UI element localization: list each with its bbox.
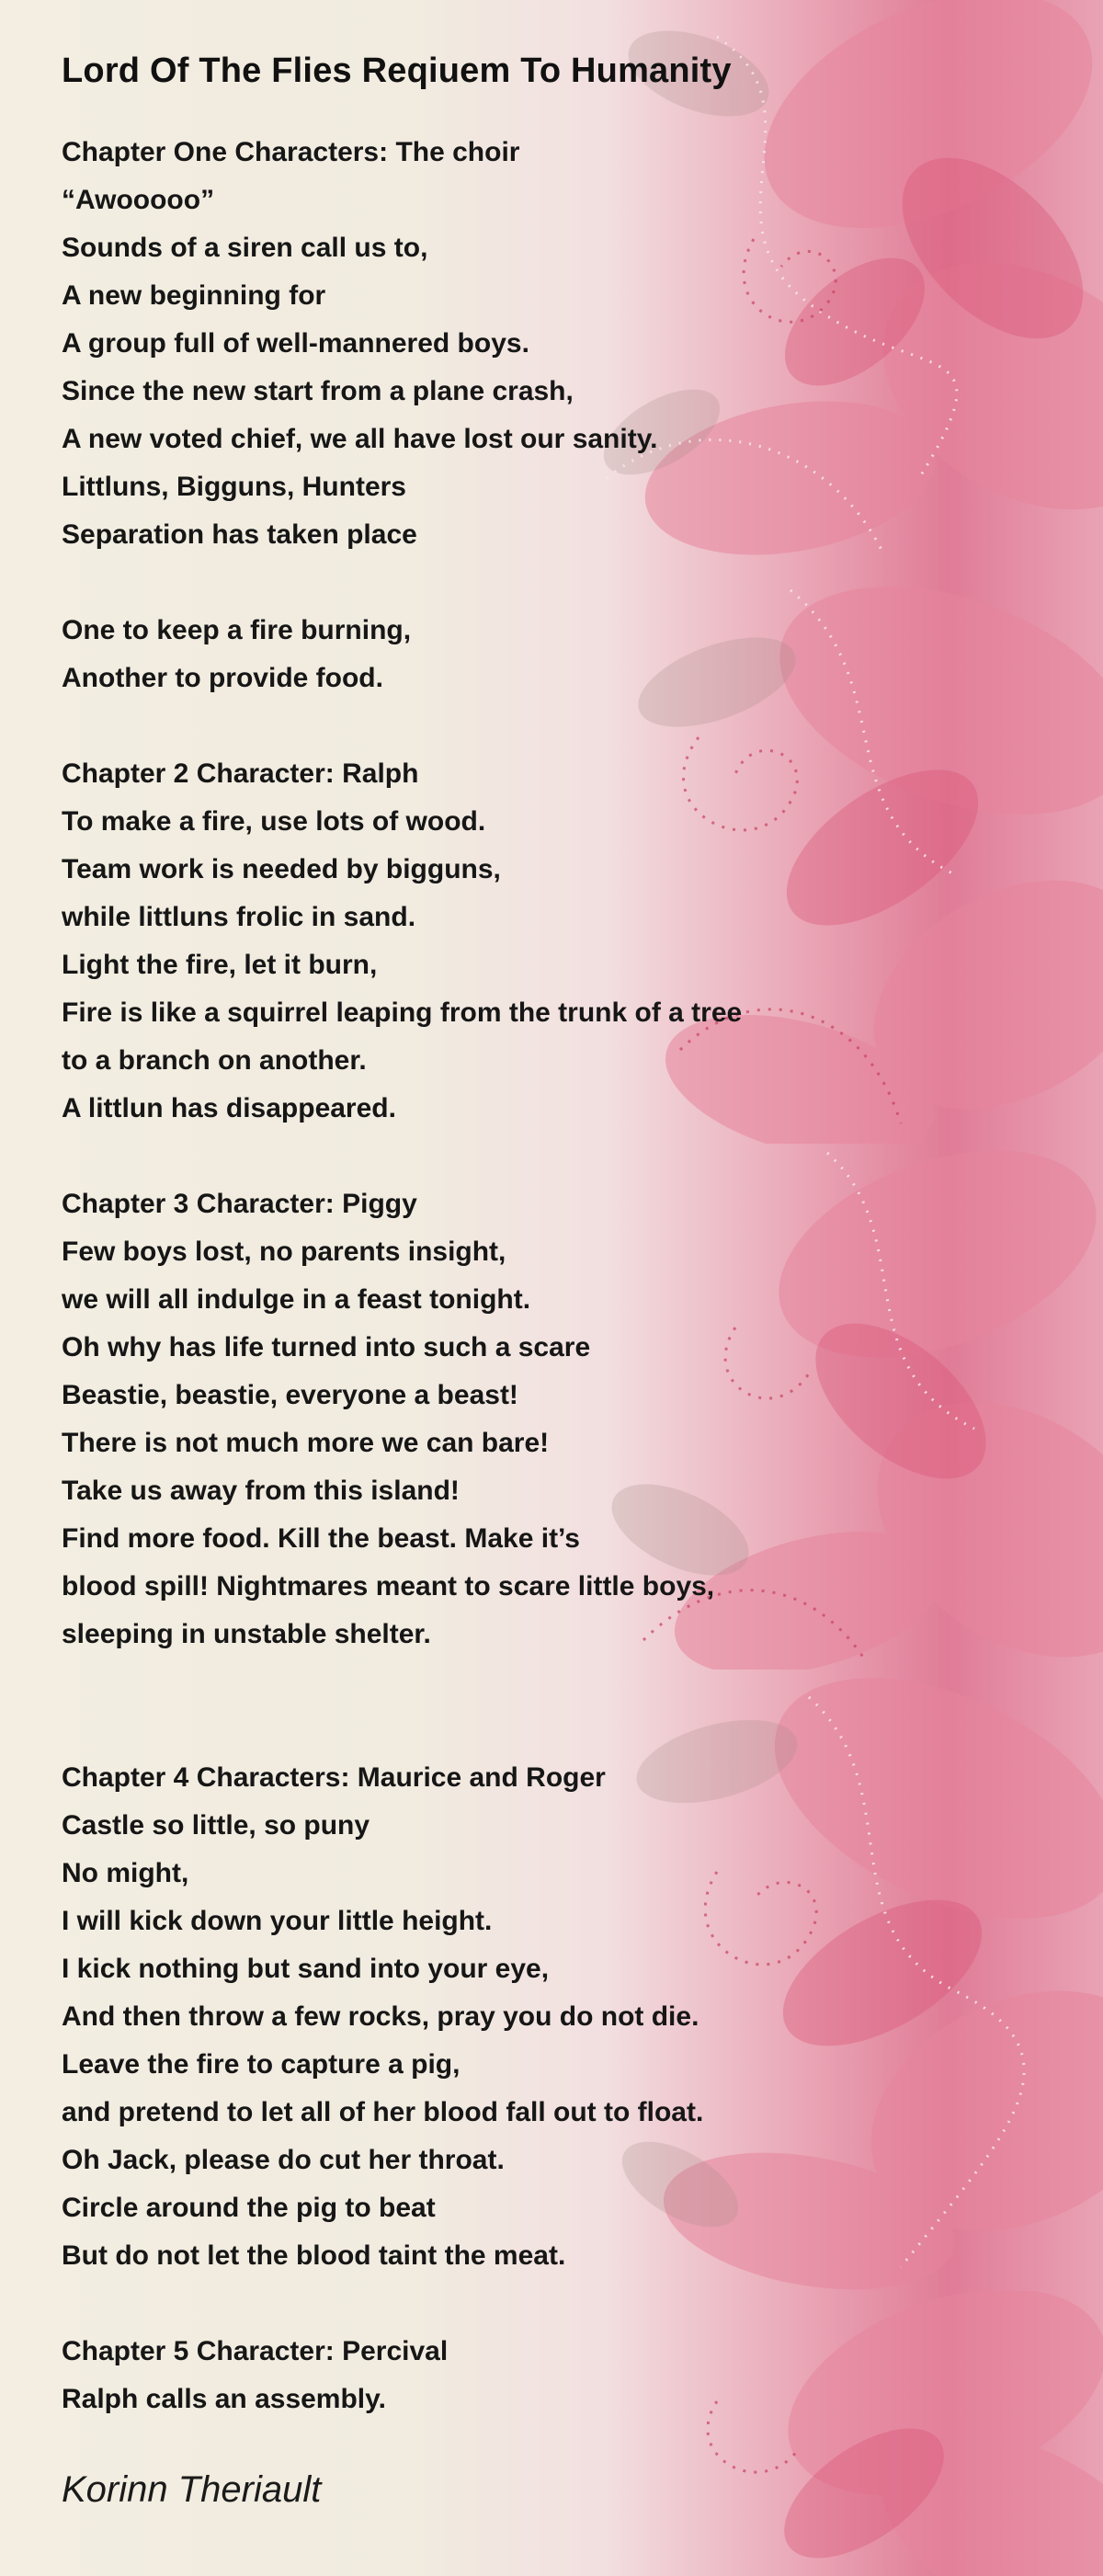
poem-line: Leave the fire to capture a pig, [62, 2049, 461, 2080]
poem-line: Team work is needed by bigguns, [62, 854, 501, 884]
poem-line: Chapter 3 Character: Piggy [62, 1189, 417, 1219]
poem-line: Find more food. Kill the beast. Make it’s [62, 1523, 580, 1554]
poem-line: Oh Jack, please do cut her throat. [62, 2145, 505, 2175]
poem-line: Chapter 5 Character: Percival [62, 2336, 449, 2366]
poem-line: while littluns frolic in sand. [62, 902, 416, 932]
poem-line: Oh why has life turned into such a scare [62, 1332, 591, 1362]
poem-body [62, 129, 889, 2423]
poem-content [62, 46, 889, 2515]
poem-line: Take us away from this island! [62, 1476, 460, 1506]
poem-stanza [62, 2328, 889, 2423]
poem-line: There is not much more we can bare! [62, 1428, 550, 1458]
poem-title: Lord Of The Flies Reqiuem To Humanity [62, 51, 732, 90]
poem-line: Chapter 4 Characters: Maurice and Roger [62, 1762, 606, 1793]
poem-author: Korinn Theriault [62, 2469, 322, 2510]
poem-line: Since the new start from a plane crash, [62, 376, 574, 406]
stanza-break [62, 559, 889, 607]
poem-stanza [62, 750, 889, 1133]
poem-line: Chapter 2 Character: Ralph [62, 758, 419, 789]
stanza-break [62, 1706, 889, 1754]
poem-line: and pretend to let all of her blood fall out to float. [62, 2097, 704, 2127]
poem-line: I kick nothing but sand into your eye, [62, 1954, 550, 1984]
stanza-break [62, 702, 889, 750]
poem-line: “Awooooo” [62, 185, 215, 215]
poem-line: A group full of well-mannered boys. [62, 328, 529, 359]
poem-line: blood spill! Nightmares meant to scare little boys, [62, 1571, 715, 1601]
poem-line: Littluns, Bigguns, Hunters [62, 472, 406, 502]
poem-line: I will kick down your little height. [62, 1906, 493, 1936]
poem-line: To make a fire, use lots of wood. [62, 806, 486, 837]
poem-stanza [62, 607, 889, 702]
poem-line: A littlun has disappeared. [62, 1093, 396, 1123]
poem-line: Light the fire, let it burn, [62, 950, 378, 980]
poem-line: No might, [62, 1858, 189, 1888]
poem-line: Castle so little, so puny [62, 1810, 370, 1841]
poem-line: But do not let the blood taint the meat. [62, 2240, 566, 2271]
stanza-break [62, 1658, 889, 1706]
stanza-break [62, 1133, 889, 1180]
poem-line: And then throw a few rocks, pray you do not die. [62, 2001, 699, 2032]
poem-line: Fire is like a squirrel leaping from the trunk of a tree [62, 997, 743, 1028]
poem-line: Another to provide food. [62, 663, 383, 693]
poem-stanza [62, 129, 889, 559]
poem-line: Circle around the pig to beat [62, 2193, 436, 2223]
poem-line: Ralph calls an assembly. [62, 2384, 386, 2414]
poem-stanza [62, 1180, 889, 1658]
poem-line: One to keep a fire burning, [62, 615, 412, 645]
stanza-break [62, 2280, 889, 2328]
poem-line: A new beginning for [62, 280, 326, 311]
poem-stanza [62, 1754, 889, 2280]
poem-line: Chapter One Characters: The choir [62, 137, 520, 167]
poem-line: Separation has taken place [62, 519, 417, 550]
poem-line: Beastie, beastie, everyone a beast! [62, 1380, 518, 1410]
poem-line: to a branch on another. [62, 1045, 367, 1076]
poem-line: Few boys lost, no parents insight, [62, 1237, 506, 1267]
poem-line: A new voted chief, we all have lost our sanity. [62, 424, 658, 454]
poem-line: we will all indulge in a feast tonight. [62, 1284, 531, 1315]
poem-line: Sounds of a siren call us to, [62, 233, 428, 263]
poem-line: sleeping in unstable shelter. [62, 1619, 431, 1649]
